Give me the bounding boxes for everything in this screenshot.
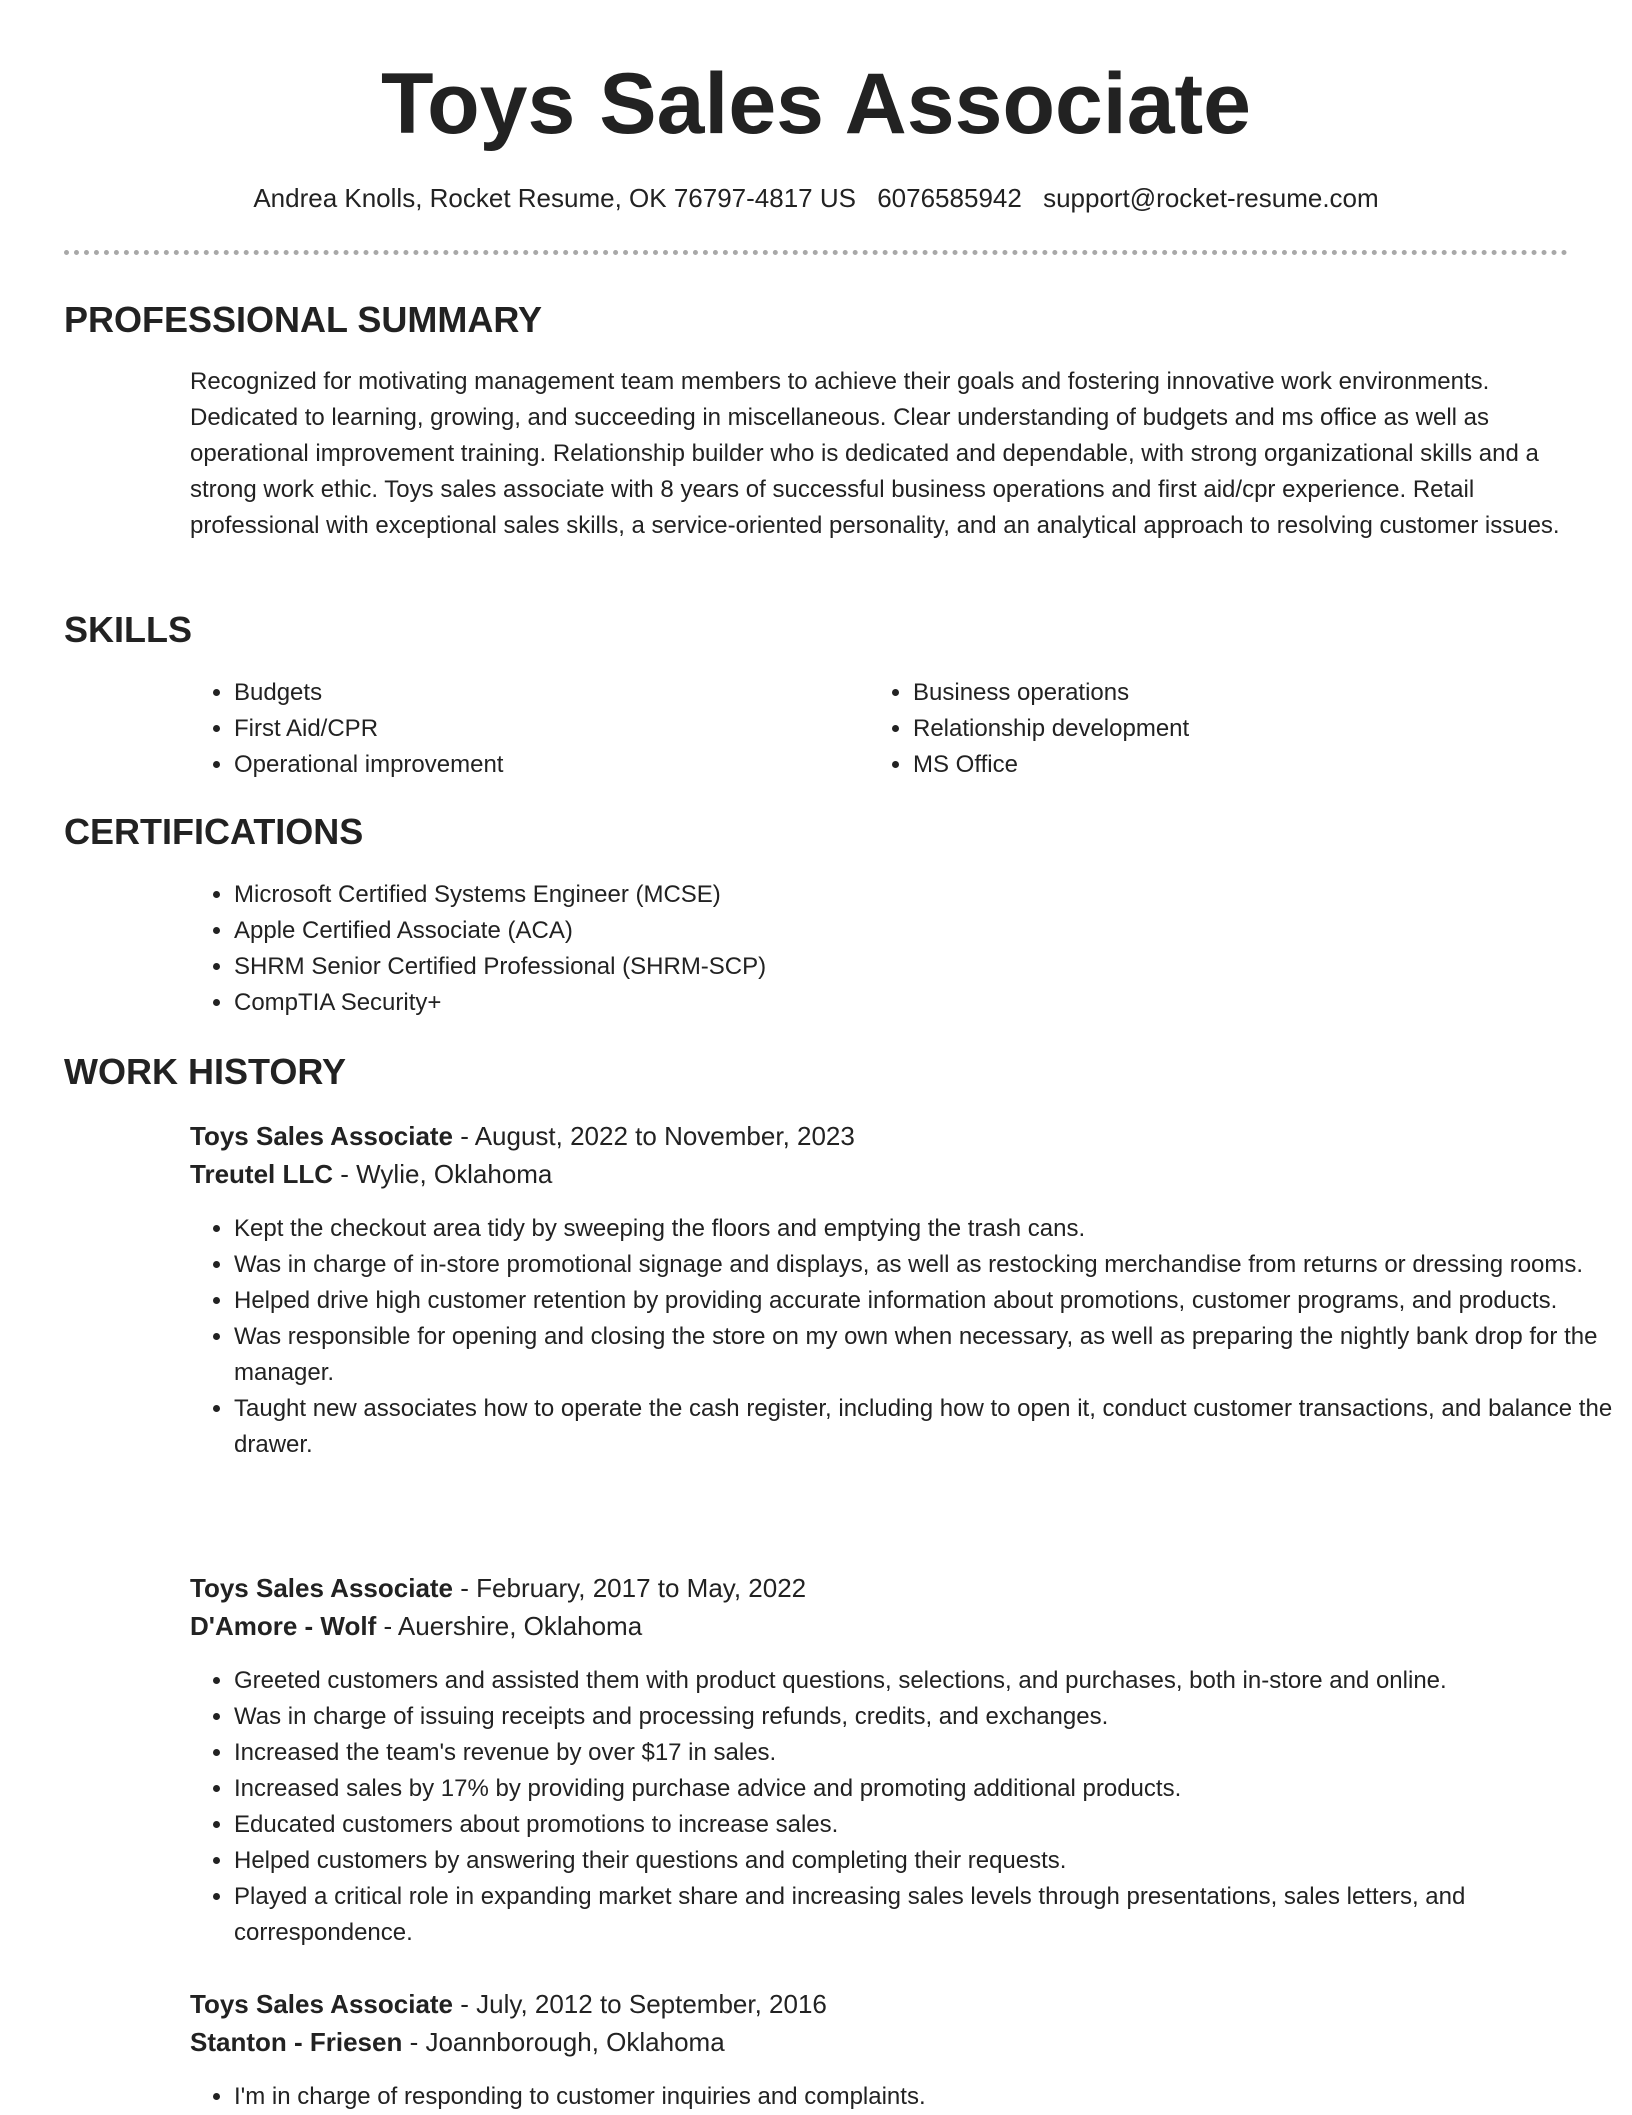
job-role: Toys Sales Associate [190,1989,454,2019]
certification-item: • Apple Certified Associate (ACA) [234,913,1614,949]
certification-item: • Microsoft Certified Systems Engineer (MCSE) [234,877,1614,913]
header-divider [64,250,1568,255]
summary-heading: PROFESSIONAL SUMMARY [64,299,543,340]
job-bullets [190,2079,1614,2115]
job-title-line [190,1569,1570,1607]
job-dates: - February, 2017 to May, 2022 [453,1573,807,1603]
certification-item: • CompTIA Security+ [234,985,1614,1021]
job-bullets [190,1663,1614,1951]
job-dates: - August, 2022 to November, 2023 [453,1121,855,1151]
job-bullet: • Increased sales by 17% by providing purchase advice and promoting additional products. [234,1771,1614,1807]
job-company-line [190,1155,1570,1193]
job-title-line [190,1117,1570,1155]
job-location: - Wylie, Oklahoma [333,1159,553,1189]
job-bullet: • Taught new associates how to operate the cash register, including how to open it, conduct customer transactions, and balance the drawer. [234,1391,1614,1463]
skill-item: • Operational improvement [234,747,854,783]
job-company-line [190,1607,1570,1645]
job-location: - Joannborough, Oklahoma [402,2027,725,2057]
job-bullet: • Greeted customers and assisted them with product questions, selections, and purchases, both in-store and online. [234,1663,1614,1699]
job-bullet: • Helped customers by answering their questions and completing their requests. [234,1843,1614,1879]
job-location: - Auershire, Oklahoma [376,1611,643,1641]
skill-item: • MS Office [913,747,1593,783]
job-dates: - July, 2012 to September, 2016 [453,1989,827,2019]
skill-item: • First Aid/CPR [234,711,854,747]
skills-list-left [190,675,854,783]
skill-item: • Budgets [234,675,854,711]
job-role: Toys Sales Associate [190,1573,454,1603]
job-company: D'Amore - Wolf [190,1611,377,1641]
work-history-heading: WORK HISTORY [64,1051,347,1092]
contact-email: support@rocket-resume.com [1043,183,1379,213]
skill-item: • Relationship development [913,711,1593,747]
job-company-line [190,2023,1570,2061]
skills-list-right [869,675,1593,783]
certifications-list [190,877,1614,1021]
job-bullet: • Educated customers about promotions to increase sales. [234,1807,1614,1843]
job-bullet: • Helped drive high customer retention by providing accurate information about promotions, customer programs, and products. [234,1283,1614,1319]
job-bullet: • Was in charge of in-store promotional signage and displays, as well as restocking merchandise from returns or dressing rooms. [234,1247,1614,1283]
job-bullets [190,1211,1614,1463]
job-bullet: • Increased the team's revenue by over $17 in sales. [234,1735,1614,1771]
certifications-heading: CERTIFICATIONS [64,811,364,852]
contact-phone: 6076585942 [877,183,1022,213]
contact-line [0,180,1632,216]
job-bullet: • Was responsible for opening and closing the store on my own when necessary, as well as preparing the nightly bank drop for the manager. [234,1319,1614,1391]
job-bullet: • Was in charge of issuing receipts and processing refunds, credits, and exchanges. [234,1699,1614,1735]
job-bullet: • I'm in charge of responding to customer inquiries and complaints. [234,2079,1614,2115]
job-company: Stanton - Friesen [190,2027,403,2057]
contact-address: Andrea Knolls, Rocket Resume, OK 76797-4817 US [253,183,856,213]
skill-item: • Business operations [913,675,1593,711]
skills-heading: SKILLS [64,609,193,650]
job-title-line [190,1985,1570,2023]
certification-item: • SHRM Senior Certified Professional (SHRM-SCP) [234,949,1614,985]
job-role: Toys Sales Associate [190,1121,454,1151]
resume-title: Toys Sales Associate [381,56,1251,152]
job-bullet: • Kept the checkout area tidy by sweeping the floors and emptying the trash cans. [234,1211,1614,1247]
job-company: Treutel LLC [190,1159,334,1189]
summary-text: Recognized for motivating management team members to achieve their goals and fostering innovative work environments. Dedicated to learning, growing, and succeeding in miscellaneous. Clear understanding of budgets and ms office as well as operational improvement training. Relationship builder who is dedicated and dependable, with strong organizational skills and a strong work ethic. Toys sales associate with 8 years of successful business operations and first aid/cpr experience. Retail professional with exceptional sales skills, a service-oriented personality, and an analytical approach to resolving customer issues. [190,368,1560,539]
job-bullet: • Played a critical role in expanding market share and increasing sales levels through presentations, sales letters, and correspondence. [234,1879,1614,1951]
